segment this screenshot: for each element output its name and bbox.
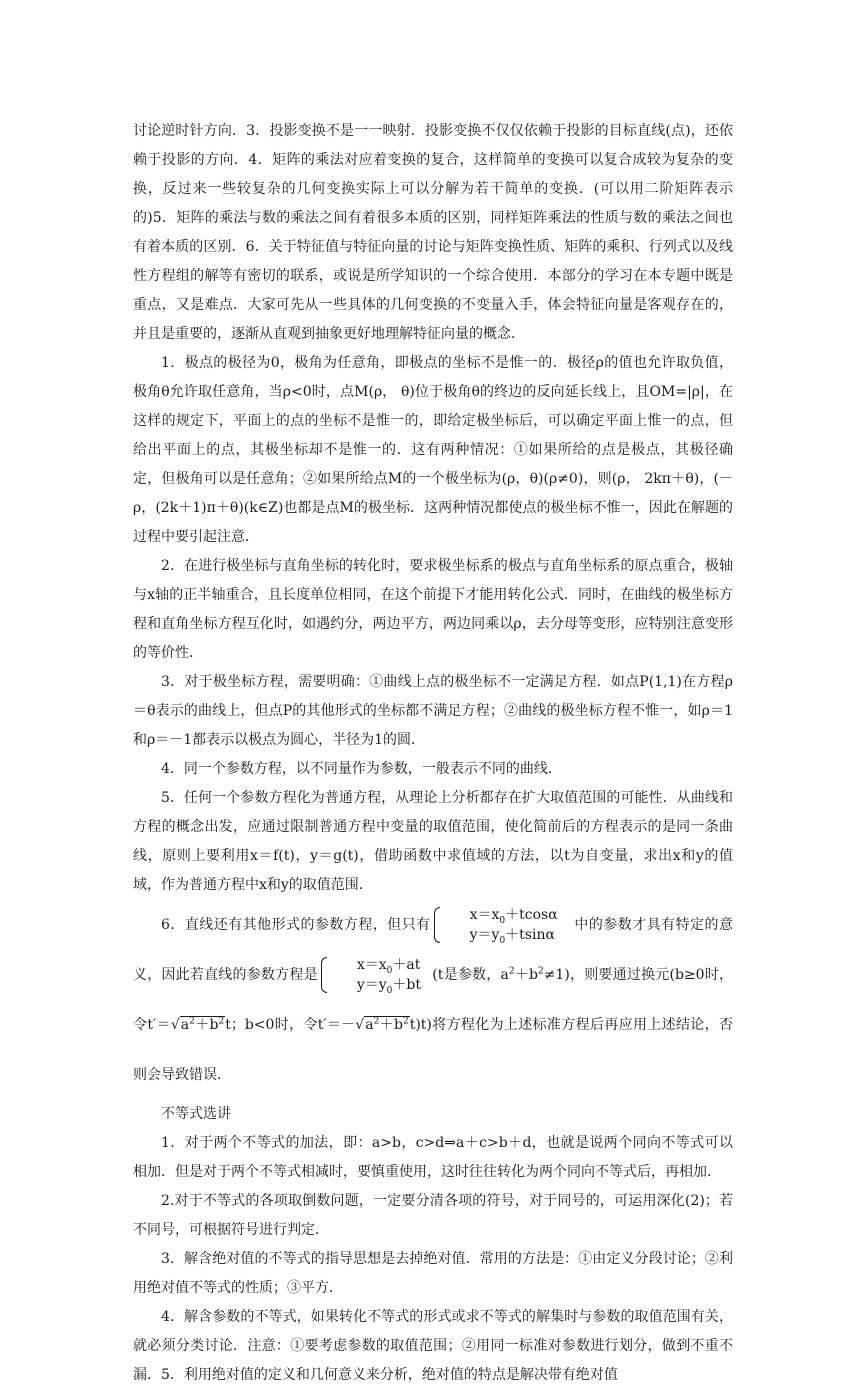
paragraph-polar-conversion: 2．在进行极坐标与直角坐标的转化时，要求极坐标系的极点与直角坐标系的原点重合，极轴与x轴的正半轴重合，且长度单位相同，在这个前提下才能用转化公式．同时，在曲线的极坐标方程和直角坐标方程互化时，如遇约分，两边平方，两边同乘以ρ，去分母等变形，应特别注意变形的等价性． xyxy=(133,558,733,661)
paragraph-polar-equation: 3．对于极坐标方程，需要明确：①曲线上点的极坐标不一定满足方程．如点P(1,1)在方程ρ＝θ表示的曲线上，但点P的其他形式的坐标都不满足方程；②曲线的极坐标方程不惟一，如ρ＝1和ρ＝－1都表示以极点为圆心，半径为1的圆． xyxy=(133,674,733,748)
equation-line: $y=y_0+tsin\alpha$ xyxy=(469,927,555,946)
equation-system-standard xyxy=(433,905,558,945)
paragraph-parametric-range: 5．任何一个参数方程化为普通方程，从理论上分析都存在扩大取值范围的可能性．从曲线和方程的概念出发，应通过限制普通方程中变量的取值范围，使化简前后的方程表示的是同一条曲线，原则上要利用x＝f(t)，y＝g(t)，借助函数中求值域的方法，以t为自变量，求出x和y的值域，作为普通方程中x和y的取值范围． xyxy=(133,790,733,893)
paragraph-line-parametric: 6．直线还有其他形式的参数方程，但只有 $x=x_0+tcos\alpha$ $y=y_0+tsin\alpha$ 中的参数才具有特定的意义，因此若直线的参数方程是 $x=x_0+at$ $y=y_0+bt$ (t是参数，$a^2+b^2\ne 1$)，则要通过换元(b≥0时，令$t'=√a^2+b^2t$；b<0时，令$t'=-√a^2+b^2t)t$)将方程化为上述标准方程后再应用上述结论，否则会导致错误． xyxy=(133,907,734,1083)
paragraph-parameter-inequality: 4．解含参数的不等式，如果转化不等式的形式或求不等式的解集时与参数的取值范围有关，就必须分类讨论．注意：①要考虑参数的取值范围；②用同一标准对参数进行划分，做到不重不漏．5．利用绝对值的定义和几何意义来分析，绝对值的特点是解决带有绝对值 xyxy=(133,1309,733,1383)
text-segment: t)将方程化为上述标准方程后再应用上述结论，否则会导致错误． xyxy=(133,1017,733,1083)
section-heading-inequality: 不等式选讲 xyxy=(161,1106,231,1122)
document-body xyxy=(133,117,733,1390)
equation-line: $x=x_0+at$ xyxy=(356,957,421,976)
paragraph-parametric-parameter: 4．同一个参数方程，以不同量作为参数，一般表示不同的曲线． xyxy=(161,761,562,777)
paragraph-inequality-reciprocal: 2.对于不等式的各项取倒数问题，一定要分清各项的符号，对于同号的，可运用深化(2)；若不同号，可根据符号进行判定． xyxy=(133,1193,733,1238)
paragraph-inequality-addition: 1．对于两个不等式的加法，即：a>b，c>d⇒a＋c>b＋d，也就是说两个同向不等式可以相加．但是对于两个不等式相减时，要慎重使用，这时往往转化为两个同向不等式后，再相加． xyxy=(133,1135,733,1180)
paragraph-matrix-notes: 讨论逆时针方向．3．投影变换不是一一映射．投影变换不仅仅依赖于投影的目标直线(点)，还依赖于投影的方向．4．矩阵的乘法对应着变换的复合，这样简单的变换可以复合成较为复杂的变换，反过来一些较复杂的几何变换实际上可以分解为若干简单的变换．(可以用二阶矩阵表示的)5．矩阵的乘法与数的乘法之间有着很多本质的区别，同样矩阵乘法的性质与数的乘法之间也有着本质的区别．6．关于特征值与特征向量的讨论与矩阵变换性质、矩阵的乘积、行列式以及线性方程组的解等有密切的联系，或说是所学知识的一个综合使用．本部分的学习在本专题中既是重点，又是难点．大家可先从一些具体的几何变换的不变量入手，体会特征向量是客观存在的，并且是重要的，逐渐从直观到抽象更好地理解特征向量的概念． xyxy=(133,123,733,342)
equation-line: $x=x_0+tcos\alpha$ xyxy=(469,907,558,926)
sqrt-expression: $a^2+b^2$ xyxy=(365,1016,409,1033)
equation-line: $y=y_0+bt$ xyxy=(356,977,421,996)
sqrt-expression: $a^2+b^2$ xyxy=(180,1016,225,1033)
paragraph-polar-point: 1．极点的极径为0，极角为任意角，即极点的坐标不是惟一的．极径ρ的值也允许取负值，极角θ允许取任意角，当ρ<0时，点M(ρ， θ)位于极角θ的终边的反向延长线上，且OM=|ρ|，在这样的规定下，平面上的点的坐标不是惟一的，即给定极坐标后，可以确定平面上惟一的点，但给出平面上的点，其极坐标却不是惟一的．这有两种情况：①如果所给的点是极点，其极径确定，但极角可以是任意角；②如果所给点M的一个极坐标为(ρ，θ)(ρ≠0)，则(ρ， 2kπ＋θ)，(－ρ，(2k＋1)π＋θ)(k∈Z)也都是点M的极坐标．这两种情况都使点的极坐标不惟一，因此在解题的过程中要引起注意． xyxy=(133,355,733,545)
text-segment: 中的参数才具有特定的意义，因此若直线的参数方程是 xyxy=(133,917,734,983)
paragraph-absolute-value: 3．解含绝对值的不等式的指导思想是去掉绝对值．常用的方法是：①由定义分段讨论；②利用绝对值不等式的性质；③平方． xyxy=(133,1251,733,1296)
text-segment: 6．直线还有其他形式的参数方程，但只有 xyxy=(161,917,431,933)
equation-system-general xyxy=(320,955,421,995)
